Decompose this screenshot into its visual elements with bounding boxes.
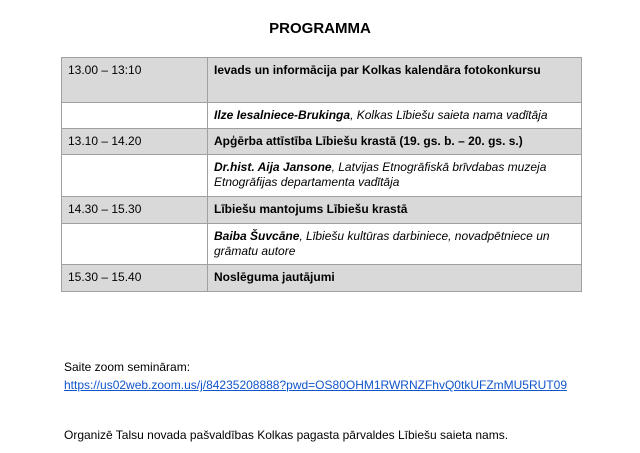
session-time: 13.10 – 14.20 bbox=[62, 129, 208, 155]
session-row bbox=[62, 58, 582, 103]
organizer-text: Organizē Talsu novada pašvaldības Kolkas pagasta pārvaldes Lībiešu saieta nams. bbox=[64, 428, 509, 442]
speaker-row bbox=[62, 224, 582, 265]
speaker-role: , Lībiešu kultūras darbiniece, novadpētniece un grāmatu autore bbox=[214, 229, 550, 258]
session-time: 15.30 – 15.40 bbox=[62, 265, 208, 292]
empty-cell bbox=[62, 155, 208, 197]
session-topic: Apģērba attīstība Lībiešu krastā (19. gs. b. – 20. gs. s.) bbox=[208, 129, 582, 155]
session-row bbox=[62, 197, 582, 224]
speaker-name: Baiba Šuvcāne bbox=[214, 229, 300, 243]
speaker-cell bbox=[208, 155, 582, 197]
speaker-name: Dr.hist. Aija Jansone bbox=[214, 160, 332, 174]
speaker-name: Ilze Iesalniece-Brukinga bbox=[214, 108, 351, 122]
empty-cell bbox=[62, 103, 208, 129]
speaker-row bbox=[62, 103, 582, 129]
program-table bbox=[61, 57, 582, 292]
session-topic: Noslēguma jautājumi bbox=[208, 265, 582, 292]
zoom-label: Saite zoom semināram: bbox=[64, 360, 191, 374]
speaker-cell bbox=[208, 103, 582, 129]
speaker-role: , Kolkas Lībiešu saieta nama vadītāja bbox=[350, 108, 548, 122]
page-title: PROGRAMMA bbox=[269, 20, 371, 37]
zoom-link[interactable]: https://us02web.zoom.us/j/84235208888?pwd=OS80OHM1RWRNZFhvQ0tkUFZmMU5RUT09 bbox=[64, 378, 567, 392]
session-topic: Lībiešu mantojums Lībiešu krastā bbox=[208, 197, 582, 224]
speaker-role: , Latvijas Etnogrāfiskā brīvdabas muzeja Etnogrāfijas departamenta vadītāja bbox=[214, 160, 547, 189]
session-time: 14.30 – 15.30 bbox=[62, 197, 208, 224]
session-row bbox=[62, 265, 582, 292]
speaker-cell bbox=[208, 224, 582, 265]
session-row bbox=[62, 129, 582, 155]
speaker-row bbox=[62, 155, 582, 197]
empty-cell bbox=[62, 224, 208, 265]
session-topic: Ievads un informācija par Kolkas kalendāra fotokonkursu bbox=[208, 58, 582, 103]
session-time: 13.00 – 13:10 bbox=[62, 58, 208, 103]
